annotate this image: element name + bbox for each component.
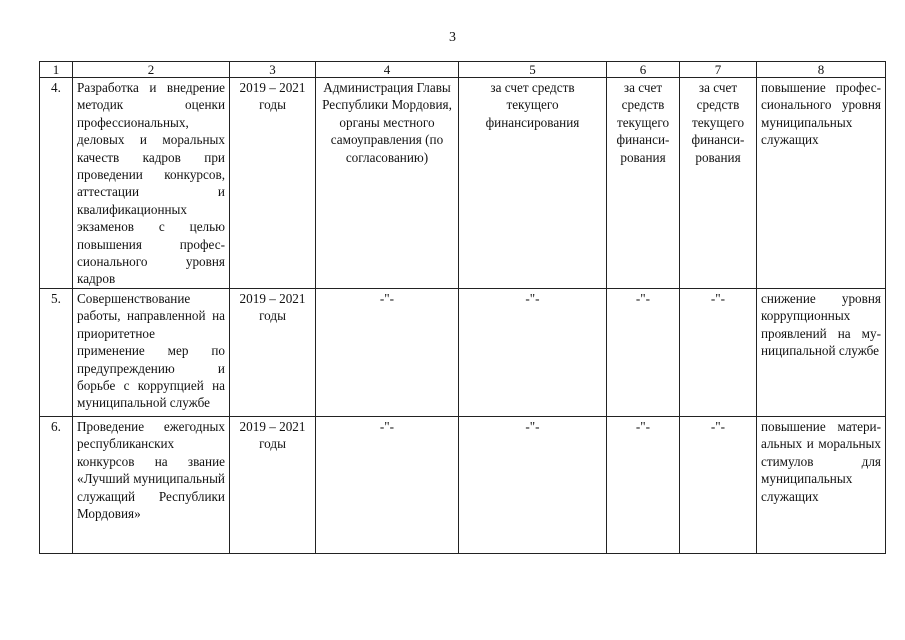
plan-table: [39, 61, 886, 554]
row-number: 6.: [40, 416, 73, 553]
column-header: 8: [757, 62, 886, 78]
executor-cell: Администрация Главы Республики Мордовия, органы местного самоуправления (по согласованию): [316, 78, 459, 289]
col7-cell: -"-: [680, 416, 757, 553]
column-header: 2: [73, 62, 230, 78]
column-header: 3: [230, 62, 316, 78]
col6-cell: за счет средств текущего финансирования: [607, 78, 680, 289]
col7-cell: за счет средств текущего финансирования: [680, 78, 757, 289]
table-row: [40, 78, 886, 289]
funding-cell: -"-: [459, 288, 607, 416]
executor-cell: -"-: [316, 288, 459, 416]
table-row: [40, 288, 886, 416]
row-number: 5.: [40, 288, 73, 416]
measure-cell: Разработка и внедрение методик оценки профессиональных, деловых и моральных качеств кадров при проведении конкурсов, аттестации и квалификационных экзаменов с целью повышения профессионального уровня кадров: [73, 78, 230, 289]
result-cell: повышение материальных и моральных стимулов для муниципальных служащих: [757, 416, 886, 553]
column-header: 5: [459, 62, 607, 78]
period-cell: 2019 – 2021 годы: [230, 78, 316, 289]
col7-cell: -"-: [680, 288, 757, 416]
row-number: 4.: [40, 78, 73, 289]
table-row: [40, 416, 886, 553]
funding-cell: -"-: [459, 416, 607, 553]
result-cell: снижение уровня коррупционных проявлений на муниципальной службе: [757, 288, 886, 416]
result-cell: повышение профессионального уровня муниципальных служащих: [757, 78, 886, 289]
period-cell: 2019 – 2021 годы: [230, 416, 316, 553]
column-header: 1: [40, 62, 73, 78]
funding-cell: за счет средств текущего финансирования: [459, 78, 607, 289]
table-header-row: [40, 62, 886, 78]
measure-cell: Проведение ежегодных республиканских конкурсов на звание «Лучший муниципальный служащий Республики Мордовия»: [73, 416, 230, 553]
measure-cell: Совершенствование работы, направленной на приоритетное применение мер по предупреждению и борьбе с коррупцией на муниципальной службе: [73, 288, 230, 416]
executor-cell: -"-: [316, 416, 459, 553]
column-header: 4: [316, 62, 459, 78]
period-cell: 2019 – 2021 годы: [230, 288, 316, 416]
col6-cell: -"-: [607, 288, 680, 416]
page-number: 3: [449, 30, 456, 45]
column-header: 6: [607, 62, 680, 78]
column-header: 7: [680, 62, 757, 78]
col6-cell: -"-: [607, 416, 680, 553]
